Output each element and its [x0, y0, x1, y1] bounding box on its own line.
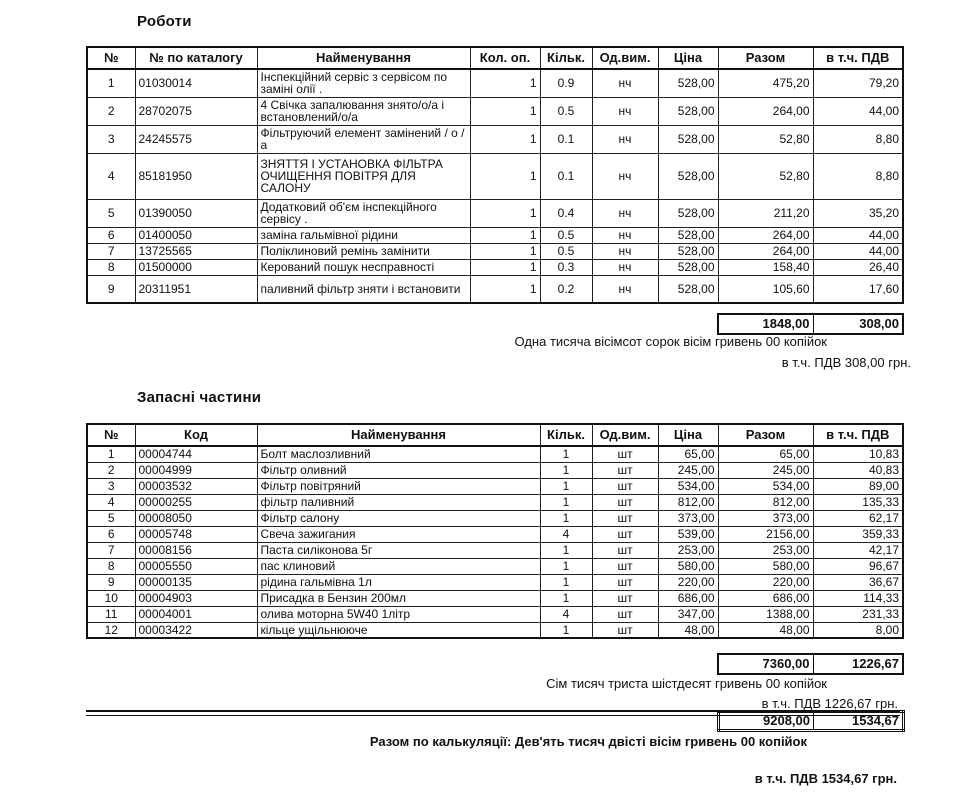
unit: шт [592, 446, 658, 462]
unit: нч [592, 125, 658, 153]
row-number: 7 [87, 542, 135, 558]
price: 253,00 [658, 542, 718, 558]
row-number: 4 [87, 494, 135, 510]
part-name: Свеча зажигания [257, 526, 540, 542]
total: 580,00 [718, 558, 813, 574]
works-row [87, 275, 903, 303]
col-header-total: Разом [718, 47, 813, 69]
operation-count: 1 [470, 199, 540, 227]
quantity: 0.5 [540, 97, 592, 125]
operation-count: 1 [470, 69, 540, 97]
works-total-sum: 1848,00 [718, 314, 813, 334]
quantity: 1 [540, 510, 592, 526]
unit: шт [592, 590, 658, 606]
price: 48,00 [658, 622, 718, 638]
price: 528,00 [658, 97, 718, 125]
total: 52,80 [718, 125, 813, 153]
col-header-name: Найменування [257, 424, 540, 446]
quantity: 0.9 [540, 69, 592, 97]
quantity: 1 [540, 446, 592, 462]
work-name: паливний фільтр зняти і встановити [257, 275, 470, 303]
unit: нч [592, 69, 658, 97]
quantity: 0.4 [540, 199, 592, 227]
unit: шт [592, 494, 658, 510]
total: 220,00 [718, 574, 813, 590]
total: 211,20 [718, 199, 813, 227]
total: 158,40 [718, 259, 813, 275]
quantity: 0.5 [540, 227, 592, 243]
unit: шт [592, 462, 658, 478]
quantity: 1 [540, 478, 592, 494]
vat: 44,00 [813, 97, 903, 125]
col-header-unit: Од.вим. [592, 424, 658, 446]
quantity: 1 [540, 494, 592, 510]
price: 528,00 [658, 69, 718, 97]
row-number: 12 [87, 622, 135, 638]
work-name: Фільтруючий елемент замінений / о / а [257, 125, 470, 153]
price: 528,00 [658, 243, 718, 259]
catalog-number: 20311951 [135, 275, 257, 303]
total: 105,60 [718, 275, 813, 303]
part-name: олива моторна 5W40 1літр [257, 606, 540, 622]
part-code: 00003422 [135, 622, 257, 638]
vat: 44,00 [813, 243, 903, 259]
quantity: 4 [540, 606, 592, 622]
unit: нч [592, 259, 658, 275]
total: 48,00 [718, 622, 813, 638]
catalog-number: 01390050 [135, 199, 257, 227]
parts-row [87, 494, 903, 510]
vat: 36,67 [813, 574, 903, 590]
grand-total-words: Разом по калькуляції: Дев'ять тисяч двісті вісім гривень 00 копійок [369, 734, 807, 749]
unit: шт [592, 622, 658, 638]
row-number: 2 [87, 462, 135, 478]
price: 534,00 [658, 478, 718, 494]
quantity: 0.1 [540, 153, 592, 199]
total: 475,20 [718, 69, 813, 97]
col-header-code: Код [135, 424, 257, 446]
unit: шт [592, 558, 658, 574]
operation-count: 1 [470, 275, 540, 303]
price: 686,00 [658, 590, 718, 606]
unit: шт [592, 606, 658, 622]
col-header-qty: Кільк. [540, 424, 592, 446]
works-row [87, 243, 903, 259]
quantity: 1 [540, 590, 592, 606]
col-header-unit: Од.вим. [592, 47, 658, 69]
part-code: 00008050 [135, 510, 257, 526]
vat: 8,80 [813, 125, 903, 153]
parts-total-words: Сім тисяч триста шістдесят гривень 00 копійок [546, 676, 827, 691]
total: 1388,00 [718, 606, 813, 622]
unit: нч [592, 97, 658, 125]
catalog-number: 24245575 [135, 125, 257, 153]
parts-total-vat: 1226,67 [813, 654, 903, 674]
total: 245,00 [718, 462, 813, 478]
grand-totals [717, 710, 905, 732]
total: 534,00 [718, 478, 813, 494]
parts-header-row [87, 424, 903, 446]
total: 2156,00 [718, 526, 813, 542]
work-name: 4 Свічка запалювання знято/о/а і встановлений/о/а [257, 97, 470, 125]
works-row [87, 69, 903, 97]
row-number: 6 [87, 526, 135, 542]
vat: 40,83 [813, 462, 903, 478]
part-name: Паста силіконова 5г [257, 542, 540, 558]
row-number: 2 [87, 97, 135, 125]
row-number: 6 [87, 227, 135, 243]
row-number: 1 [87, 69, 135, 97]
quantity: 1 [540, 462, 592, 478]
works-total-vat: 308,00 [813, 314, 903, 334]
unit: шт [592, 542, 658, 558]
row-number: 8 [87, 259, 135, 275]
part-code: 00004903 [135, 590, 257, 606]
col-header-op-count: Кол. оп. [470, 47, 540, 69]
col-header-no: № [87, 424, 135, 446]
row-number: 9 [87, 574, 135, 590]
total: 264,00 [718, 243, 813, 259]
quantity: 0.2 [540, 275, 592, 303]
unit: нч [592, 153, 658, 199]
works-row [87, 97, 903, 125]
parts-table [86, 423, 904, 639]
row-number: 1 [87, 446, 135, 462]
part-name: Фільтр повітряний [257, 478, 540, 494]
works-totals [717, 313, 904, 335]
price: 580,00 [658, 558, 718, 574]
catalog-number: 01400050 [135, 227, 257, 243]
works-row [87, 153, 903, 199]
catalog-number: 13725565 [135, 243, 257, 259]
part-name: Фільтр салону [257, 510, 540, 526]
vat: 42,17 [813, 542, 903, 558]
unit: нч [592, 199, 658, 227]
vat: 26,40 [813, 259, 903, 275]
col-header-vat: в т.ч. ПДВ [813, 47, 903, 69]
part-name: рідина гальмівна 1л [257, 574, 540, 590]
price: 220,00 [658, 574, 718, 590]
price: 528,00 [658, 227, 718, 243]
parts-row [87, 478, 903, 494]
quantity: 0.1 [540, 125, 592, 153]
part-code: 00000135 [135, 574, 257, 590]
price: 347,00 [658, 606, 718, 622]
price: 528,00 [658, 153, 718, 199]
row-number: 5 [87, 510, 135, 526]
grand-total-sum: 9208,00 [719, 712, 814, 731]
parts-row [87, 590, 903, 606]
operation-count: 1 [470, 153, 540, 199]
parts-totals [717, 653, 904, 675]
operation-count: 1 [470, 227, 540, 243]
col-header-qty: Кільк. [540, 47, 592, 69]
part-name: Фільтр оливний [257, 462, 540, 478]
work-name: Додатковий об'єм інспекційного сервісу . [257, 199, 470, 227]
price: 528,00 [658, 125, 718, 153]
vat: 17,60 [813, 275, 903, 303]
row-number: 9 [87, 275, 135, 303]
price: 245,00 [658, 462, 718, 478]
total: 812,00 [718, 494, 813, 510]
parts-row [87, 510, 903, 526]
price: 528,00 [658, 199, 718, 227]
work-name: Інспекційний сервіс з сервісом по заміні олії . [257, 69, 470, 97]
part-name: кільце ущільнююче [257, 622, 540, 638]
vat: 89,00 [813, 478, 903, 494]
price: 373,00 [658, 510, 718, 526]
row-number: 3 [87, 125, 135, 153]
row-number: 3 [87, 478, 135, 494]
part-code: 00005748 [135, 526, 257, 542]
unit: нч [592, 227, 658, 243]
work-name: Поліклиновий ремінь замінити [257, 243, 470, 259]
unit: нч [592, 243, 658, 259]
catalog-number: 01500000 [135, 259, 257, 275]
vat: 114,33 [813, 590, 903, 606]
part-code: 00003532 [135, 478, 257, 494]
col-header-name: Найменування [257, 47, 470, 69]
price: 539,00 [658, 526, 718, 542]
catalog-number: 28702075 [135, 97, 257, 125]
parts-row [87, 542, 903, 558]
quantity: 4 [540, 526, 592, 542]
quantity: 1 [540, 542, 592, 558]
vat: 135,33 [813, 494, 903, 510]
vat: 35,20 [813, 199, 903, 227]
row-number: 10 [87, 590, 135, 606]
price: 528,00 [658, 259, 718, 275]
parts-vat-note: в т.ч. ПДВ 1226,67 грн. [761, 696, 898, 711]
parts-total-sum: 7360,00 [718, 654, 813, 674]
works-row [87, 259, 903, 275]
part-name: Болт маслозливний [257, 446, 540, 462]
col-header-catalog: № по каталогу [135, 47, 257, 69]
total: 686,00 [718, 590, 813, 606]
parts-row [87, 462, 903, 478]
vat: 62,17 [813, 510, 903, 526]
parts-row [87, 446, 903, 462]
unit: нч [592, 275, 658, 303]
grand-total-vat: 1534,67 [814, 712, 904, 731]
part-code: 00004744 [135, 446, 257, 462]
operation-count: 1 [470, 243, 540, 259]
part-code: 00005550 [135, 558, 257, 574]
operation-count: 1 [470, 97, 540, 125]
col-header-total: Разом [718, 424, 813, 446]
row-number: 5 [87, 199, 135, 227]
part-code: 00004999 [135, 462, 257, 478]
works-row [87, 227, 903, 243]
row-number: 8 [87, 558, 135, 574]
total: 253,00 [718, 542, 813, 558]
vat: 96,67 [813, 558, 903, 574]
works-total-words: Одна тисяча вісімсот сорок вісім гривень 00 копійок [514, 334, 827, 349]
part-code: 00008156 [135, 542, 257, 558]
works-section-title: Роботи [137, 13, 192, 30]
parts-row [87, 526, 903, 542]
total: 65,00 [718, 446, 813, 462]
works-vat-note: в т.ч. ПДВ 308,00 грн. [781, 355, 911, 370]
parts-section-title: Запасні частини [137, 389, 262, 406]
work-name: ЗНЯТТЯ І УСТАНОВКА ФІЛЬТРА ОЧИЩЕННЯ ПОВІТРЯ ДЛЯ САЛОНУ [257, 153, 470, 199]
col-header-vat: в т.ч. ПДВ [813, 424, 903, 446]
vat: 44,00 [813, 227, 903, 243]
part-name: пас клиновий [257, 558, 540, 574]
quantity: 1 [540, 622, 592, 638]
total: 373,00 [718, 510, 813, 526]
price: 65,00 [658, 446, 718, 462]
operation-count: 1 [470, 125, 540, 153]
quantity: 0.5 [540, 243, 592, 259]
works-row [87, 125, 903, 153]
works-table [86, 46, 904, 304]
vat: 79,20 [813, 69, 903, 97]
grand-vat-note: в т.ч. ПДВ 1534,67 грн. [754, 771, 897, 786]
part-code: 00000255 [135, 494, 257, 510]
parts-row [87, 606, 903, 622]
vat: 231,33 [813, 606, 903, 622]
quantity: 1 [540, 574, 592, 590]
price: 528,00 [658, 275, 718, 303]
total: 264,00 [718, 97, 813, 125]
row-number: 4 [87, 153, 135, 199]
col-header-price: Ціна [658, 424, 718, 446]
work-name: заміна гальмівної рідини [257, 227, 470, 243]
parts-row [87, 622, 903, 638]
operation-count: 1 [470, 259, 540, 275]
total: 264,00 [718, 227, 813, 243]
row-number: 11 [87, 606, 135, 622]
col-header-price: Ціна [658, 47, 718, 69]
row-number: 7 [87, 243, 135, 259]
part-name: фільтр паливний [257, 494, 540, 510]
parts-row [87, 574, 903, 590]
unit: шт [592, 574, 658, 590]
vat: 10,83 [813, 446, 903, 462]
work-name: Керований пошук несправності [257, 259, 470, 275]
parts-row [87, 558, 903, 574]
works-row [87, 199, 903, 227]
catalog-number: 01030014 [135, 69, 257, 97]
quantity: 0.3 [540, 259, 592, 275]
quantity: 1 [540, 558, 592, 574]
total: 52,80 [718, 153, 813, 199]
vat: 8,80 [813, 153, 903, 199]
catalog-number: 85181950 [135, 153, 257, 199]
works-header-row [87, 47, 903, 69]
unit: шт [592, 526, 658, 542]
price: 812,00 [658, 494, 718, 510]
vat: 359,33 [813, 526, 903, 542]
unit: шт [592, 478, 658, 494]
part-name: Присадка в Бензин 200мл [257, 590, 540, 606]
col-header-no: № [87, 47, 135, 69]
part-code: 00004001 [135, 606, 257, 622]
unit: шт [592, 510, 658, 526]
vat: 8,00 [813, 622, 903, 638]
